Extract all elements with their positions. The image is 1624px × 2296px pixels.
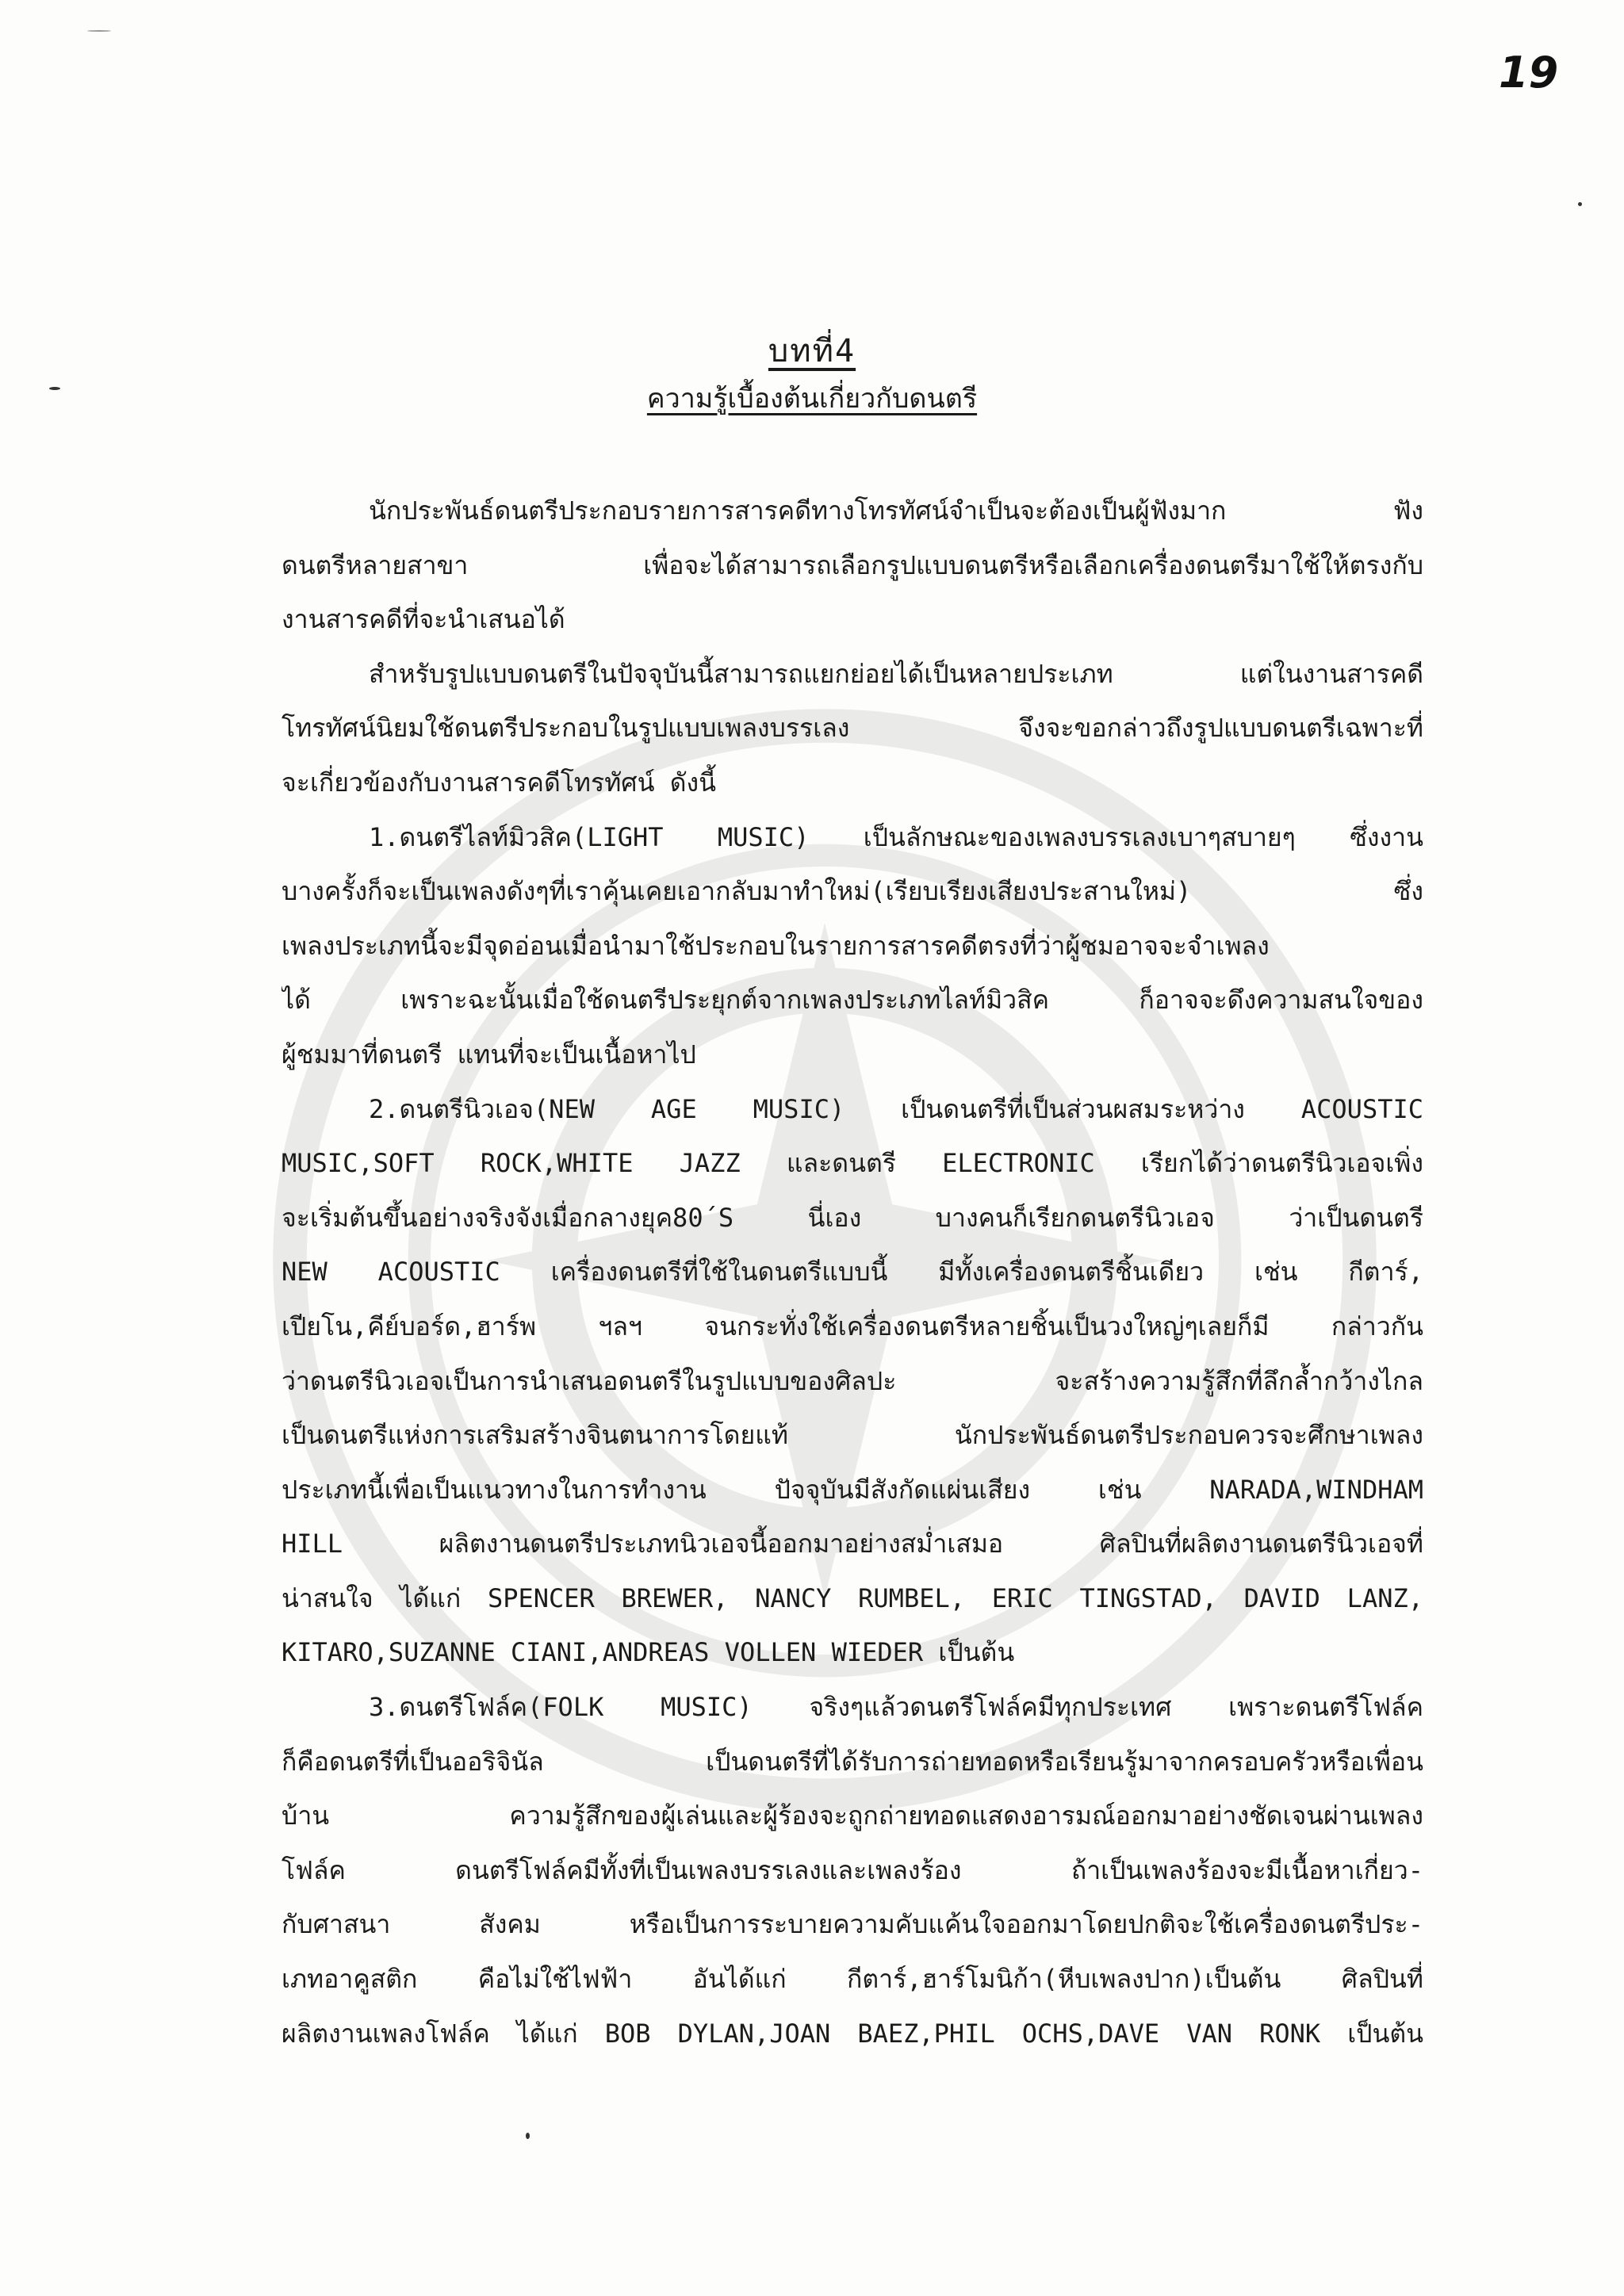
- text-line: NEW ACOUSTIC เครื่องดนตรีที่ใช้ในดนตรีแบบนี้ มีทั้งเครื่องดนตรีชิ้นเดียว เช่น กีตาร์,: [282, 1257, 1423, 1288]
- scan-speck: [1578, 202, 1582, 206]
- text-line: ผลิตงานเพลงโฟล์ค ได้แก่ BOB DYLAN,JOAN BAEZ,PHIL OCHS,DAVE VAN RONK เป็นต้น: [282, 2018, 1423, 2049]
- text-line: บ้าน ความรู้สึกของผู้เล่นและผู้ร้องจะถูกถ่ายทอดแสดงอารมณ์ออกมาอย่างชัดเจนผ่านเพลง: [282, 1800, 1423, 1831]
- text-line: ก็คือดนตรีที่เป็นออริจินัล เป็นดนตรีที่ได้รับการถ่ายทอดหรือเรียนรู้มาจากครอบครัวหรือเพื่อน: [282, 1746, 1423, 1777]
- text-line: จะเกี่ยวข้องกับงานสารคดีโทรทัศน์ ดังนี้: [282, 767, 717, 798]
- text-line: ได้ เพราะฉะนั้นเมื่อใช้ดนตรีประยุกต์จากเพลงประเภทไลท์มิวสิค ก็อาจจะดึงความสนใจของ: [282, 985, 1423, 1016]
- text-line: เภทอาคูสติก คือไม่ใช้ไฟฟ้า อันได้แก่ กีตาร์,ฮาร์โมนิก้า(หีบเพลงปาก)เป็นต้น ศิลปินที่: [282, 1964, 1423, 1995]
- scan-speck: [49, 387, 60, 390]
- text-line: ดนตรีหลายสาขา เพื่อจะได้สามารถเลือกรูปแบบดนตรีหรือเลือกเครื่องดนตรีมาใช้ให้ตรงกับ: [282, 549, 1423, 580]
- text-line: ผู้ชมมาที่ดนตรี แทนที่จะเป็นเนื้อหาไป: [282, 1039, 696, 1070]
- text-line: โฟล์ค ดนตรีโฟล์คมีทั้งที่เป็นเพลงบรรเลงและเพลงร้อง ถ้าเป็นเพลงร้องจะมีเนื้อหาเกี่ยว-: [282, 1854, 1423, 1885]
- text-line: ว่าดนตรีนิวเอจเป็นการนำเสนอดนตรีในรูปแบบของศิลปะ จะสร้างความรู้สึกที่ลึกล้ำกว้างไกล: [282, 1365, 1423, 1396]
- text-line: 1.ดนตรีไลท์มิวสิค(LIGHT MUSIC) เป็นลักษณะของเพลงบรรเลงเบาๆสบายๆ ซึ่งงาน: [369, 821, 1423, 852]
- text-line: เพลงประเภทนี้จะมีจุดอ่อนเมื่อนำมาใช้ประกอบในรายการสารคดีตรงที่ว่าผู้ชมอาจจะจำเพลง: [282, 930, 1270, 961]
- text-line: MUSIC,SOFT ROCK,WHITE JAZZ และดนตรี ELECTRONIC เรียกได้ว่าดนตรีนิวเอจเพิ่ง: [282, 1148, 1423, 1179]
- text-line: สำหรับรูปแบบดนตรีในปัจจุบันนี้สามารถแยกย่อยได้เป็นหลายประเภท แต่ในงานสารคดี: [369, 658, 1423, 689]
- body-text: [282, 484, 1423, 2061]
- text-line: ประเภทนี้เพื่อเป็นแนวทางในการทำงาน ปัจจุบันมีสังกัดแผ่นเสียง เช่น NARADA,WINDHAM: [282, 1474, 1423, 1505]
- text-line: งานสารคดีที่จะนำเสนอได้: [282, 604, 565, 635]
- text-line: HILL ผลิตงานดนตรีประเภทนิวเอจนี้ออกมาอย่างสม่ำเสมอ ศิลปินที่ผลิตงานดนตรีนิวเอจที่: [282, 1529, 1423, 1559]
- text-line: กับศาสนา สังคม หรือเป็นการระบายความคับแค้นใจออกมาโดยปกติจะใช้เครื่องดนตรีประ-: [282, 1909, 1423, 1940]
- chapter-title: บทที่4: [768, 333, 856, 369]
- scan-speck: [87, 30, 111, 32]
- text-line: น่าสนใจ ได้แก่ SPENCER BREWER, NANCY RUMBEL, ERIC TINGSTAD, DAVID LANZ,: [282, 1582, 1423, 1613]
- chapter-subtitle: ความรู้เบื้องต้นเกี่ยวกับดนตรี: [646, 383, 978, 415]
- page-number: 19: [1499, 48, 1559, 98]
- text-line: นักประพันธ์ดนตรีประกอบรายการสารคดีทางโทรทัศน์จำเป็นจะต้องเป็นผู้ฟังมาก ฟัง: [369, 496, 1423, 526]
- text-line: โทรทัศน์นิยมใช้ดนตรีประกอบในรูปแบบเพลงบรรเลง จึงจะขอกล่าวถึงรูปแบบดนตรีเฉพาะที่: [282, 713, 1423, 744]
- text-line: บางครั้งก็จะเป็นเพลงดังๆที่เราคุ้นเคยเอากลับมาทำใหม่(เรียบเรียงเสียงประสานใหม่) ซึ่ง: [282, 876, 1423, 907]
- text-line: 3.ดนตรีโฟล์ค(FOLK MUSIC) จริงๆแล้วดนตรีโฟล์คมีทุกประเทศ เพราะดนตรีโฟล์ค: [369, 1692, 1423, 1723]
- text-line: 2.ดนตรีนิวเอจ(NEW AGE MUSIC) เป็นดนตรีที่เป็นส่วนผสมระหว่าง ACOUSTIC: [369, 1093, 1423, 1124]
- text-line: จะเริ่มต้นขึ้นอย่างจริงจังเมื่อกลางยุค80´S นี่เอง บางคนก็เรียกดนตรีนิวเอจ ว่าเป็นดนตรี: [282, 1202, 1423, 1233]
- text-line: เป็นดนตรีแห่งการเสริมสร้างจินตนาการโดยแท้ นักประพันธ์ดนตรีประกอบควรจะศึกษาเพลง: [282, 1420, 1423, 1451]
- text-line: เปียโน,คีย์บอร์ด,ฮาร์พ ฯลฯ จนกระทั่งใช้เครื่องดนตรีหลายชิ้นเป็นวงใหญ่ๆเลยก็มี กล่าวกัน: [282, 1311, 1423, 1341]
- text-line: KITARO,SUZANNE CIANI,ANDREAS VOLLEN WIEDER เป็นต้น: [282, 1637, 1015, 1668]
- scan-speck: [526, 2133, 530, 2139]
